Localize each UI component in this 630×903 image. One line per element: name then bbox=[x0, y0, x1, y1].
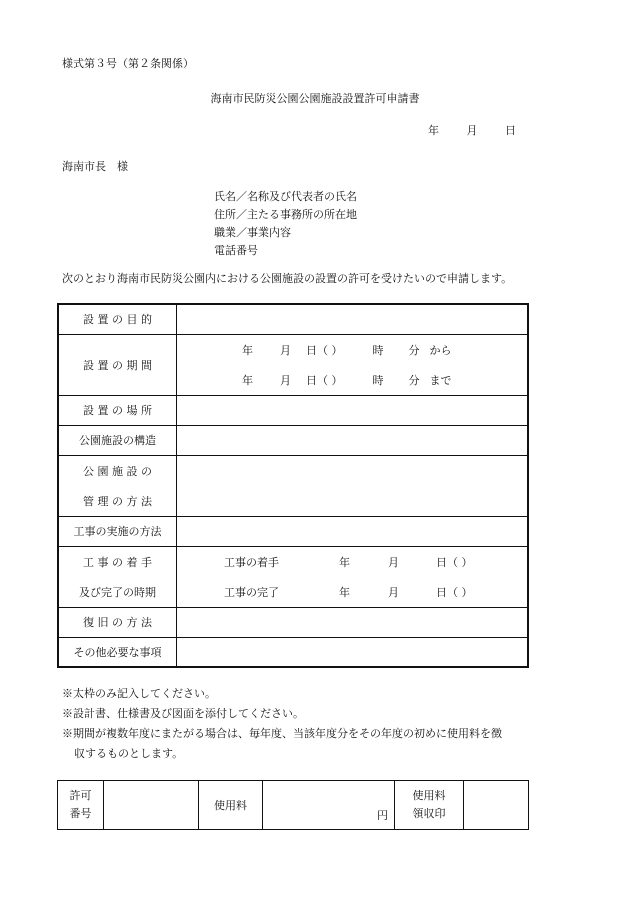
restoration-field[interactable] bbox=[177, 607, 529, 637]
purpose-label: 設 置 の 目 的 bbox=[58, 304, 177, 334]
applicant-phone-label[interactable]: 電話番号 bbox=[214, 244, 258, 257]
date-month[interactable]: 月 bbox=[466, 124, 478, 137]
construction-timing-field[interactable] bbox=[177, 546, 529, 607]
location-label: 設 置 の 場 所 bbox=[58, 395, 177, 425]
construction-method-label: 工事の実施の方法 bbox=[58, 516, 177, 546]
receipt-stamp-field[interactable] bbox=[464, 781, 529, 830]
fee-field[interactable] bbox=[263, 781, 395, 830]
management-field[interactable] bbox=[177, 455, 529, 516]
date-day[interactable]: 日 bbox=[505, 124, 516, 137]
construction-timing-label: 工 事 の 着 手 及び完了の時期 bbox=[58, 546, 177, 607]
purpose-field[interactable] bbox=[177, 304, 529, 334]
construction-method-field[interactable] bbox=[177, 516, 529, 546]
period-field[interactable] bbox=[177, 334, 529, 395]
applicant-name-label[interactable]: 氏名／名称及び代表者の氏名 bbox=[214, 190, 357, 203]
permit-number-field[interactable] bbox=[104, 781, 199, 830]
notes bbox=[62, 684, 542, 764]
applicant-occupation-label[interactable]: 職業／事業内容 bbox=[214, 226, 291, 239]
period-label: 設 置 の 期 間 bbox=[58, 334, 177, 395]
construction-end-row: 工事の完了 年 月 日（ ） bbox=[224, 585, 473, 599]
intro-text: 次のとおり海南市民防災公園内における公園施設の設置の許可を受けたいので申請します。 bbox=[62, 272, 513, 285]
note-item: 収するものとします。 bbox=[74, 747, 184, 760]
yen-unit: 円 bbox=[377, 809, 388, 822]
note-item: ※設計書、仕様書及び図面を添付してください。 bbox=[62, 707, 304, 720]
fee-label: 使用料 bbox=[199, 781, 263, 830]
application-table bbox=[57, 303, 529, 668]
structure-label: 公園施設の構造 bbox=[58, 425, 177, 455]
note-item: ※期間が複数年度にまたがる場合は、毎年度、当該年度分をその年度の初めに使用料を徴 bbox=[62, 727, 502, 740]
applicant-info bbox=[214, 188, 357, 260]
addressee: 海南市長 様 bbox=[62, 160, 128, 173]
other-label: その他必要な事項 bbox=[58, 637, 177, 667]
period-end-row: 年 月 日（ ） 時 分 まで bbox=[242, 373, 452, 387]
permit-number-label: 許可 番号 bbox=[58, 781, 104, 830]
management-label: 公 園 施 設 の 管 理 の 方 法 bbox=[58, 455, 177, 516]
structure-field[interactable] bbox=[177, 425, 529, 455]
page-title: 海南市民防災公園公園施設設置許可申請書 bbox=[210, 92, 420, 105]
applicant-address-label[interactable]: 住所／主たる事務所の所在地 bbox=[214, 208, 357, 221]
location-field[interactable] bbox=[177, 395, 529, 425]
form-number-label: 様式第３号（第２条関係） bbox=[62, 57, 194, 70]
receipt-stamp-label: 使用料 領収印 bbox=[395, 781, 464, 830]
restoration-label: 復 旧 の 方 法 bbox=[58, 607, 177, 637]
other-field[interactable] bbox=[177, 637, 529, 667]
application-date bbox=[428, 122, 530, 138]
date-year[interactable]: 年 bbox=[428, 124, 439, 137]
period-start-row: 年 月 日（ ） 時 分 から bbox=[242, 343, 452, 357]
office-use-table bbox=[57, 780, 529, 830]
construction-start-row: 工事の着手 年 月 日（ ） bbox=[224, 555, 473, 569]
note-item: ※太枠のみ記入してください。 bbox=[62, 687, 216, 700]
